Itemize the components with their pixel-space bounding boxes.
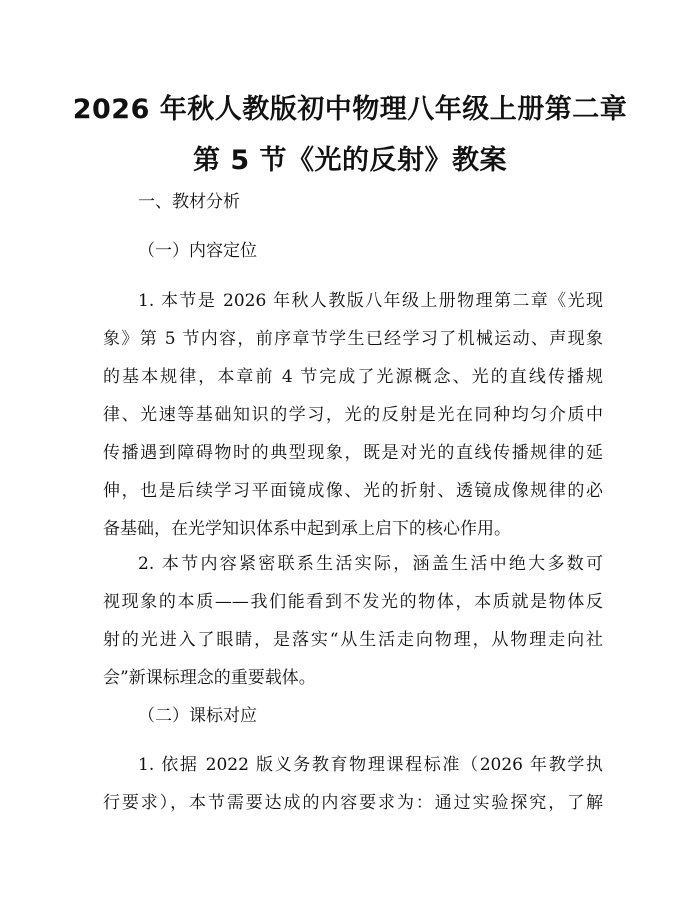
paragraph-line: 行要求），本节需要达成的内容要求为：通过实验探究，了解 (103, 793, 603, 813)
paragraph-line: 1. 本节是 2026 年秋人教版八年级上册物理第二章《光现 (138, 291, 603, 311)
subsection-heading-curriculum-standards: （二）课标对应 (138, 706, 257, 726)
paragraph-line: 视现象的本质——我们能看到不发光的物体，本质就是物体反 (103, 592, 603, 612)
subsection-heading-content-positioning: （一）内容定位 (138, 241, 257, 261)
paragraph-line: 律、光速等基础知识的学习，光的反射是光在同种均匀介质中 (103, 405, 603, 425)
paragraph-curriculum-standards-1 (103, 746, 603, 822)
document-title-line-1: 2026 年秋人教版初中物理八年级上册第二章 (72, 94, 628, 125)
paragraph-line: 射的光进入了眼睛，是落实“从生活走向物理，从物理走向社 (103, 630, 603, 650)
paragraph-line: 1. 依据 2022 版义务教育物理课程标准（2026 年教学执 (138, 755, 603, 775)
paragraph-line: 会”新课标理念的重要载体。 (103, 668, 316, 688)
section-heading-textbook-analysis: 一、教材分析 (138, 192, 240, 212)
paragraph-line: 伸，也是后续学习平面镜成像、光的折射、透镜成像规律的必 (103, 481, 603, 501)
paragraph-content-positioning-2 (103, 545, 603, 697)
paragraph-line: 的基本规律，本章前 4 节完成了光源概念、光的直线传播规 (103, 367, 603, 387)
paragraph-line: 象》第 5 节内容，前序章节学生已经学习了机械运动、声现象 (103, 329, 603, 349)
paragraph-content-positioning-1 (103, 282, 603, 548)
document-title-line-2: 第 5 节《光的反射》教案 (192, 145, 508, 176)
paragraph-line: 2. 本节内容紧密联系生活实际，涵盖生活中绝大多数可 (138, 554, 603, 574)
paragraph-line: 传播遇到障碍物时的典型现象，既是对光的直线传播规律的延 (103, 443, 603, 463)
paragraph-line: 备基础，在光学知识体系中起到承上启下的核心作用。 (103, 519, 511, 539)
